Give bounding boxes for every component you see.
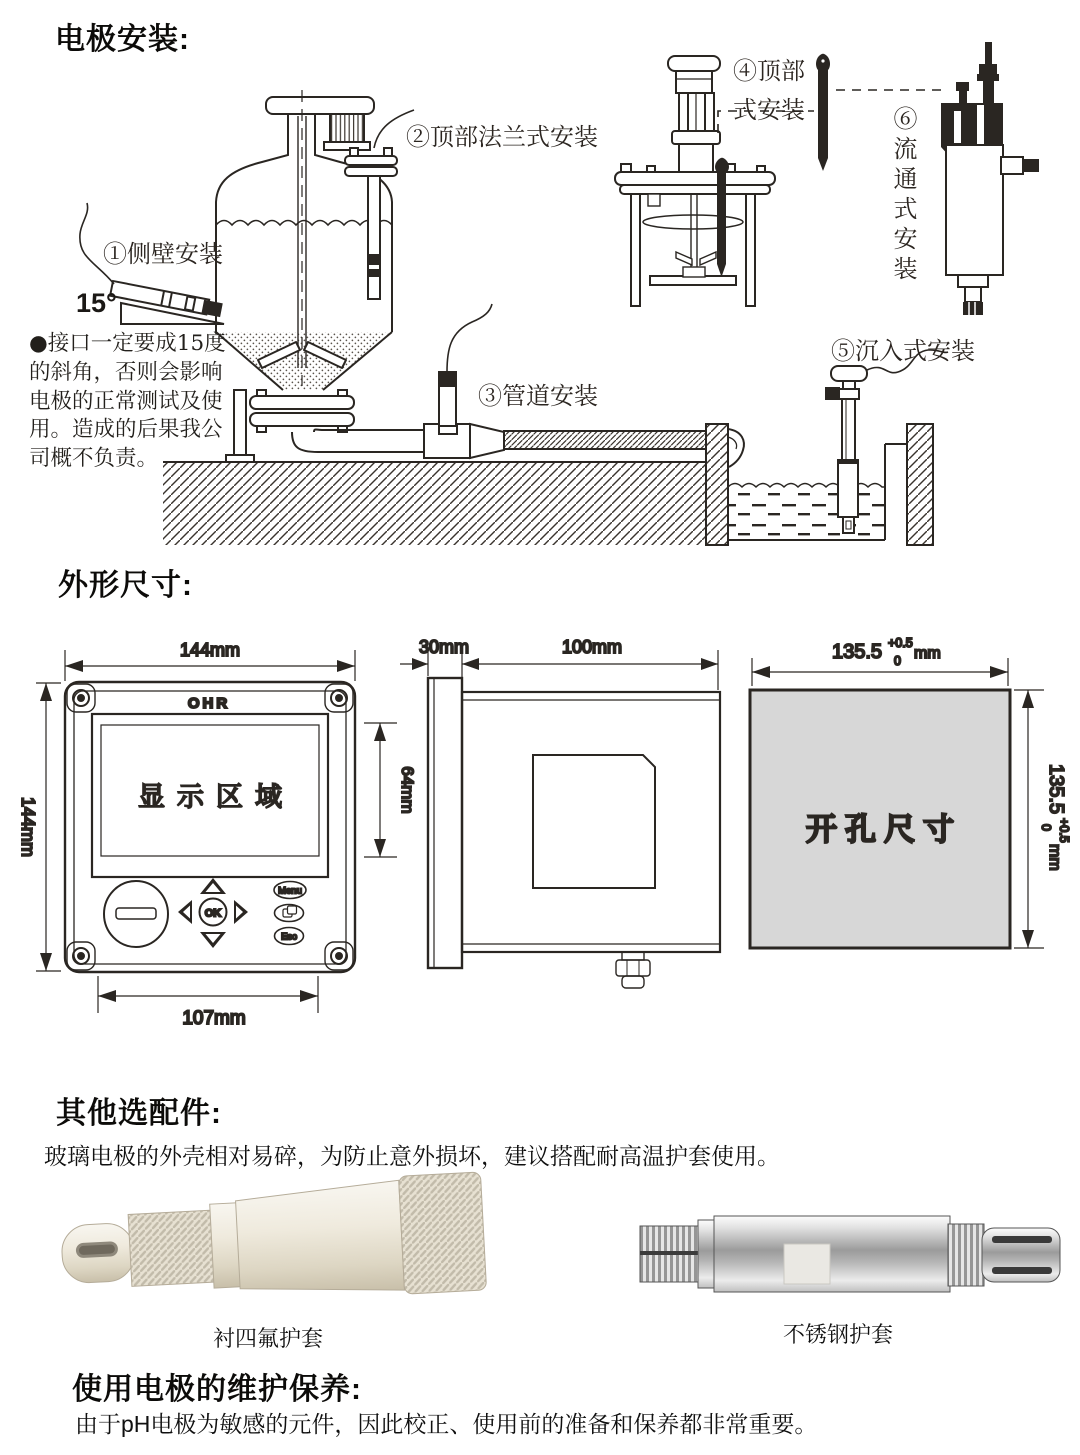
menu-button-label: Menu (278, 885, 302, 897)
ptfe-sheath-photo (59, 1172, 487, 1312)
accessories-section-title: 其他选配件: (56, 1097, 222, 1130)
svg-text:135.5: 135.5 (832, 641, 883, 663)
label-top-mount-line2: 式安装 (733, 96, 805, 124)
dim-bezel: 30mm (418, 637, 470, 657)
svg-text:+0.5: +0.5 (888, 636, 913, 650)
svg-text:0: 0 (1039, 824, 1053, 831)
steel-sheath-photo (640, 1216, 1060, 1292)
svg-text:mm: mm (914, 645, 941, 662)
dim-keys-width: 107mm (182, 1008, 246, 1029)
dim-width-top: 144mm (179, 640, 241, 660)
side-view (400, 637, 720, 988)
install-section-title: 电极安装: (55, 23, 190, 56)
accessories-description: 玻璃电极的外壳相对易碎，为防止意外损坏，建议搭配耐高温护套使用。 (44, 1143, 780, 1169)
sump-drawing (706, 350, 948, 545)
maintenance-description: 由于pH电极为敏感的元件，因此校正、使用前的准备和保养都非常重要。 (75, 1411, 818, 1437)
label-top-flange-mount: ②顶部法兰式安装 (406, 123, 598, 151)
label-submerged-mount: ⑤沉入式安装 (831, 337, 975, 365)
display-area-label: 显示区域 (138, 782, 294, 813)
label-flow-through-mount: ⑥流通式安装 (889, 106, 917, 286)
svg-text:mm: mm (1046, 844, 1063, 871)
steel-sheath-caption: 不锈钢护套 (782, 1322, 893, 1347)
front-view (18, 640, 417, 1029)
note-line: ●接口一定要成15度 (29, 331, 226, 356)
label-side-wall-mount: ①侧壁安装 (103, 240, 223, 268)
dimension-drawings (18, 636, 1071, 1029)
ptfe-sheath-caption: 衬四氟护套 (212, 1326, 323, 1351)
adjust-knob (104, 881, 168, 947)
dimensions-section-title: 外形尺寸: (58, 569, 193, 602)
tank-drawing (216, 90, 424, 462)
svg-text:+0.5: +0.5 (1057, 818, 1071, 843)
dim-depth: 100mm (561, 637, 623, 657)
label-top-mount-line1: ④顶部 (733, 57, 805, 85)
cutout-dim-top (832, 636, 941, 668)
cutout-label: 开孔尺寸 (806, 812, 962, 848)
dim-display-height: 64mm (398, 766, 417, 814)
label-angle-15deg: 15° (76, 288, 117, 318)
install-note (29, 330, 226, 474)
ground-hatch (163, 462, 706, 545)
ok-button-label: OK (204, 907, 222, 920)
esc-button-label: Esc (281, 931, 297, 943)
maintenance-section-title: 使用电极的维护保养: (72, 1373, 362, 1406)
label-pipe-mount: ③管道安装 (478, 382, 598, 410)
cutout-view (750, 636, 1071, 948)
svg-text:135.5: 135.5 (1045, 764, 1067, 815)
dim-height-left: 144mm (18, 796, 38, 858)
note-line: 用。造成的后果我公 (29, 417, 223, 443)
flow-cell-drawing (941, 42, 1039, 315)
note-line: 的斜角，否则会影响 (29, 359, 223, 385)
label-top-mount (733, 51, 805, 125)
brand-logo: OHR (187, 695, 231, 712)
note-line: 司概不负责。 (29, 446, 159, 472)
cutout-dim-right (1039, 764, 1071, 871)
svg-text:0: 0 (894, 654, 901, 668)
screen-switch-icon (283, 906, 297, 917)
note-line: 电极的正常测试及使 (29, 388, 223, 414)
